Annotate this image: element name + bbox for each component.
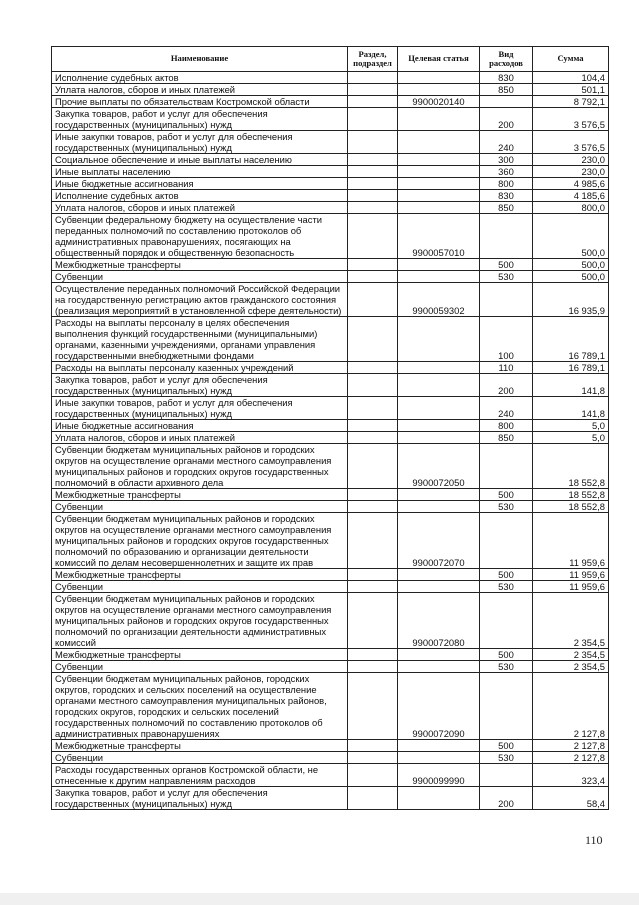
cell-sum: 18 552,8	[533, 444, 609, 489]
cell-sum: 2 354,5	[533, 649, 609, 661]
cell-target	[398, 501, 480, 513]
cell-sum: 230,0	[533, 154, 609, 166]
cell-sum: 11 959,6	[533, 569, 609, 581]
header-name: Наименование	[52, 47, 348, 72]
cell-type: 530	[480, 501, 533, 513]
cell-type: 300	[480, 154, 533, 166]
header-type: Вид расходов	[480, 47, 533, 72]
table-row	[52, 673, 609, 740]
cell-target: 9900059302	[398, 283, 480, 317]
table-row	[52, 661, 609, 673]
cell-target	[398, 569, 480, 581]
cell-name: Иные выплаты населению	[52, 166, 348, 178]
cell-target: 9900020140	[398, 96, 480, 108]
cell-sum: 58,4	[533, 787, 609, 810]
cell-sum: 18 552,8	[533, 489, 609, 501]
cell-name: Межбюджетные трансферты	[52, 489, 348, 501]
cell-target	[398, 271, 480, 283]
cell-target: 9900072080	[398, 593, 480, 649]
table-row	[52, 317, 609, 362]
cell-target	[398, 432, 480, 444]
cell-name: Субвенции	[52, 661, 348, 673]
cell-sum: 500,0	[533, 271, 609, 283]
cell-section	[348, 214, 398, 259]
cell-target	[398, 752, 480, 764]
cell-type: 500	[480, 259, 533, 271]
cell-type: 830	[480, 190, 533, 202]
cell-type: 800	[480, 178, 533, 190]
cell-type: 530	[480, 581, 533, 593]
cell-sum: 16 789,1	[533, 317, 609, 362]
cell-target	[398, 581, 480, 593]
table-row	[52, 283, 609, 317]
table-row	[52, 190, 609, 202]
cell-section	[348, 397, 398, 420]
cell-name: Иные бюджетные ассигнования	[52, 178, 348, 190]
cell-sum: 104,4	[533, 72, 609, 84]
header-section: Раздел, подраздел	[348, 47, 398, 72]
table-row	[52, 178, 609, 190]
cell-type: 500	[480, 649, 533, 661]
cell-section	[348, 202, 398, 214]
cell-sum: 5,0	[533, 420, 609, 432]
cell-target: 9900072090	[398, 673, 480, 740]
cell-section	[348, 444, 398, 489]
cell-name: Субвенции	[52, 271, 348, 283]
cell-name: Исполнение судебных актов	[52, 72, 348, 84]
cell-sum: 16 789,1	[533, 362, 609, 374]
cell-type: 100	[480, 317, 533, 362]
cell-target	[398, 397, 480, 420]
cell-section	[348, 190, 398, 202]
table-row	[52, 432, 609, 444]
header-sum: Сумма	[533, 47, 609, 72]
cell-section	[348, 259, 398, 271]
cell-name: Межбюджетные трансферты	[52, 569, 348, 581]
cell-type: 850	[480, 202, 533, 214]
table-row	[52, 581, 609, 593]
cell-name: Межбюджетные трансферты	[52, 259, 348, 271]
cell-sum: 18 552,8	[533, 501, 609, 513]
cell-name: Уплата налогов, сборов и иных платежей	[52, 84, 348, 96]
cell-type	[480, 214, 533, 259]
cell-type: 500	[480, 569, 533, 581]
cell-section	[348, 374, 398, 397]
table-row	[52, 501, 609, 513]
cell-sum: 2 127,8	[533, 740, 609, 752]
cell-name: Закупка товаров, работ и услуг для обеспечения государственных (муниципальных) нужд	[52, 787, 348, 810]
cell-type	[480, 764, 533, 787]
cell-sum: 800,0	[533, 202, 609, 214]
cell-section	[348, 154, 398, 166]
cell-target	[398, 420, 480, 432]
cell-sum: 2 127,8	[533, 752, 609, 764]
cell-type	[480, 283, 533, 317]
cell-name: Уплата налогов, сборов и иных платежей	[52, 202, 348, 214]
cell-name: Иные закупки товаров, работ и услуг для обеспечения государственных (муниципальных) нужд	[52, 131, 348, 154]
cell-target	[398, 740, 480, 752]
table-row	[52, 397, 609, 420]
budget-table	[51, 46, 609, 810]
cell-sum: 5,0	[533, 432, 609, 444]
cell-name: Уплата налогов, сборов и иных платежей	[52, 432, 348, 444]
cell-sum: 323,4	[533, 764, 609, 787]
cell-name: Иные закупки товаров, работ и услуг для обеспечения государственных (муниципальных) нужд	[52, 397, 348, 420]
cell-name: Межбюджетные трансферты	[52, 649, 348, 661]
cell-type: 850	[480, 432, 533, 444]
cell-section	[348, 420, 398, 432]
table-row	[52, 740, 609, 752]
cell-name: Расходы государственных органов Костромской области, не отнесенные к другим направлениям расходов	[52, 764, 348, 787]
cell-name: Субвенции бюджетам муниципальных районов и городских округов на осуществление органами местного самоуправления муниципальных районов и городских округов государственных полномочий по образованию и организации деятельности комиссий по делам несовершеннолетних и защите их прав	[52, 513, 348, 569]
table-row	[52, 420, 609, 432]
cell-section	[348, 283, 398, 317]
cell-section	[348, 317, 398, 362]
cell-target	[398, 374, 480, 397]
cell-target: 9900057010	[398, 214, 480, 259]
cell-section	[348, 661, 398, 673]
cell-name: Закупка товаров, работ и услуг для обеспечения государственных (муниципальных) нужд	[52, 374, 348, 397]
cell-name: Исполнение судебных актов	[52, 190, 348, 202]
cell-type: 200	[480, 108, 533, 131]
cell-type: 500	[480, 489, 533, 501]
cell-type: 530	[480, 271, 533, 283]
cell-target: 9900072070	[398, 513, 480, 569]
table-row	[52, 752, 609, 764]
cell-name: Субвенции бюджетам муниципальных районов, городских округов, городских и сельских поселений на осуществление органами местного самоуправления муниципальных районов, городских округов, городских и сельских поселений государственных полномочий по составлению протоколов об административных правонарушениях	[52, 673, 348, 740]
cell-sum: 3 576,5	[533, 108, 609, 131]
cell-type: 110	[480, 362, 533, 374]
cell-section	[348, 271, 398, 283]
cell-target: 9900072050	[398, 444, 480, 489]
cell-section	[348, 569, 398, 581]
table-row	[52, 569, 609, 581]
table-body	[52, 72, 609, 810]
table-row	[52, 649, 609, 661]
cell-section	[348, 108, 398, 131]
cell-section	[348, 489, 398, 501]
cell-section	[348, 593, 398, 649]
cell-sum: 2 127,8	[533, 673, 609, 740]
cell-section	[348, 740, 398, 752]
cell-section	[348, 432, 398, 444]
table-row	[52, 154, 609, 166]
cell-name: Субвенции	[52, 752, 348, 764]
table-row	[52, 72, 609, 84]
cell-name: Субвенции	[52, 581, 348, 593]
table-row	[52, 362, 609, 374]
cell-section	[348, 649, 398, 661]
cell-type: 530	[480, 752, 533, 764]
table-row	[52, 593, 609, 649]
header-target: Целевая статья	[398, 47, 480, 72]
cell-sum: 2 354,5	[533, 593, 609, 649]
page-number: 110	[585, 833, 603, 847]
cell-sum: 2 354,5	[533, 661, 609, 673]
table-row	[52, 787, 609, 810]
scan-bottom-band	[0, 893, 639, 905]
cell-type: 360	[480, 166, 533, 178]
table-row	[52, 271, 609, 283]
cell-sum: 141,8	[533, 374, 609, 397]
cell-sum: 11 959,6	[533, 581, 609, 593]
cell-name: Расходы на выплаты персоналу казенных учреждений	[52, 362, 348, 374]
cell-target	[398, 202, 480, 214]
cell-type: 240	[480, 131, 533, 154]
cell-section	[348, 673, 398, 740]
table-row	[52, 84, 609, 96]
cell-type	[480, 593, 533, 649]
cell-type	[480, 513, 533, 569]
cell-section	[348, 362, 398, 374]
cell-section	[348, 178, 398, 190]
table-row	[52, 374, 609, 397]
cell-sum: 11 959,6	[533, 513, 609, 569]
cell-type: 800	[480, 420, 533, 432]
cell-type: 830	[480, 72, 533, 84]
cell-target	[398, 178, 480, 190]
cell-target	[398, 190, 480, 202]
cell-section	[348, 501, 398, 513]
cell-section	[348, 787, 398, 810]
cell-section	[348, 96, 398, 108]
cell-section	[348, 581, 398, 593]
cell-sum: 16 935,9	[533, 283, 609, 317]
table-row	[52, 444, 609, 489]
cell-type: 850	[480, 84, 533, 96]
table-header-row	[52, 47, 609, 72]
cell-target	[398, 108, 480, 131]
table-row	[52, 202, 609, 214]
cell-type: 500	[480, 740, 533, 752]
cell-target	[398, 362, 480, 374]
cell-target	[398, 489, 480, 501]
cell-type	[480, 96, 533, 108]
cell-name: Иные бюджетные ассигнования	[52, 420, 348, 432]
cell-name: Межбюджетные трансферты	[52, 740, 348, 752]
cell-type	[480, 444, 533, 489]
cell-sum: 141,8	[533, 397, 609, 420]
cell-target	[398, 259, 480, 271]
table-row	[52, 513, 609, 569]
cell-type: 200	[480, 787, 533, 810]
cell-target	[398, 131, 480, 154]
cell-section	[348, 764, 398, 787]
cell-target	[398, 154, 480, 166]
cell-sum: 230,0	[533, 166, 609, 178]
table-row	[52, 131, 609, 154]
cell-sum: 4 185,6	[533, 190, 609, 202]
cell-name: Субвенции бюджетам муниципальных районов и городских округов на осуществление органами местного самоуправления муниципальных районов и городских округов государственных полномочий в области архивного дела	[52, 444, 348, 489]
cell-target	[398, 661, 480, 673]
cell-target	[398, 787, 480, 810]
cell-section	[348, 72, 398, 84]
cell-sum: 500,0	[533, 214, 609, 259]
cell-type: 200	[480, 374, 533, 397]
table-row	[52, 166, 609, 178]
cell-name: Субвенции	[52, 501, 348, 513]
cell-target	[398, 317, 480, 362]
cell-name: Осуществление переданных полномочий Российской Федерации на государственную регистрацию актов гражданского состояния (реализация мероприятий в установленной сфере деятельности)	[52, 283, 348, 317]
table-row	[52, 96, 609, 108]
table-row	[52, 489, 609, 501]
table-row	[52, 108, 609, 131]
table-row	[52, 764, 609, 787]
cell-name: Расходы на выплаты персоналу в целях обеспечения выполнения функций государственными (муниципальными) органами, казенными учреждениями, органами управления государственными внебюджетными фондами	[52, 317, 348, 362]
cell-section	[348, 166, 398, 178]
cell-type: 240	[480, 397, 533, 420]
cell-name: Субвенции бюджетам муниципальных районов и городских округов на осуществление органами местного самоуправления муниципальных районов и городских округов государственных полномочий по организации деятельности административных комиссий	[52, 593, 348, 649]
cell-target	[398, 72, 480, 84]
cell-sum: 500,0	[533, 259, 609, 271]
cell-sum: 501,1	[533, 84, 609, 96]
cell-name: Прочие выплаты по обязательствам Костромской области	[52, 96, 348, 108]
cell-section	[348, 84, 398, 96]
cell-target	[398, 84, 480, 96]
cell-sum: 4 985,6	[533, 178, 609, 190]
cell-type	[480, 673, 533, 740]
cell-sum: 3 576,5	[533, 131, 609, 154]
cell-target	[398, 166, 480, 178]
table-row	[52, 214, 609, 259]
cell-name: Социальное обеспечение и иные выплаты населению	[52, 154, 348, 166]
cell-sum: 8 792,1	[533, 96, 609, 108]
cell-name: Закупка товаров, работ и услуг для обеспечения государственных (муниципальных) нужд	[52, 108, 348, 131]
cell-section	[348, 752, 398, 764]
cell-target: 9900099990	[398, 764, 480, 787]
cell-target	[398, 649, 480, 661]
table-row	[52, 259, 609, 271]
cell-section	[348, 513, 398, 569]
cell-name: Субвенции федеральному бюджету на осуществление части переданных полномочий по составлению протоколов об административных правонарушениях, посягающих на общественный порядок и общественную безопасность	[52, 214, 348, 259]
cell-section	[348, 131, 398, 154]
cell-type: 530	[480, 661, 533, 673]
